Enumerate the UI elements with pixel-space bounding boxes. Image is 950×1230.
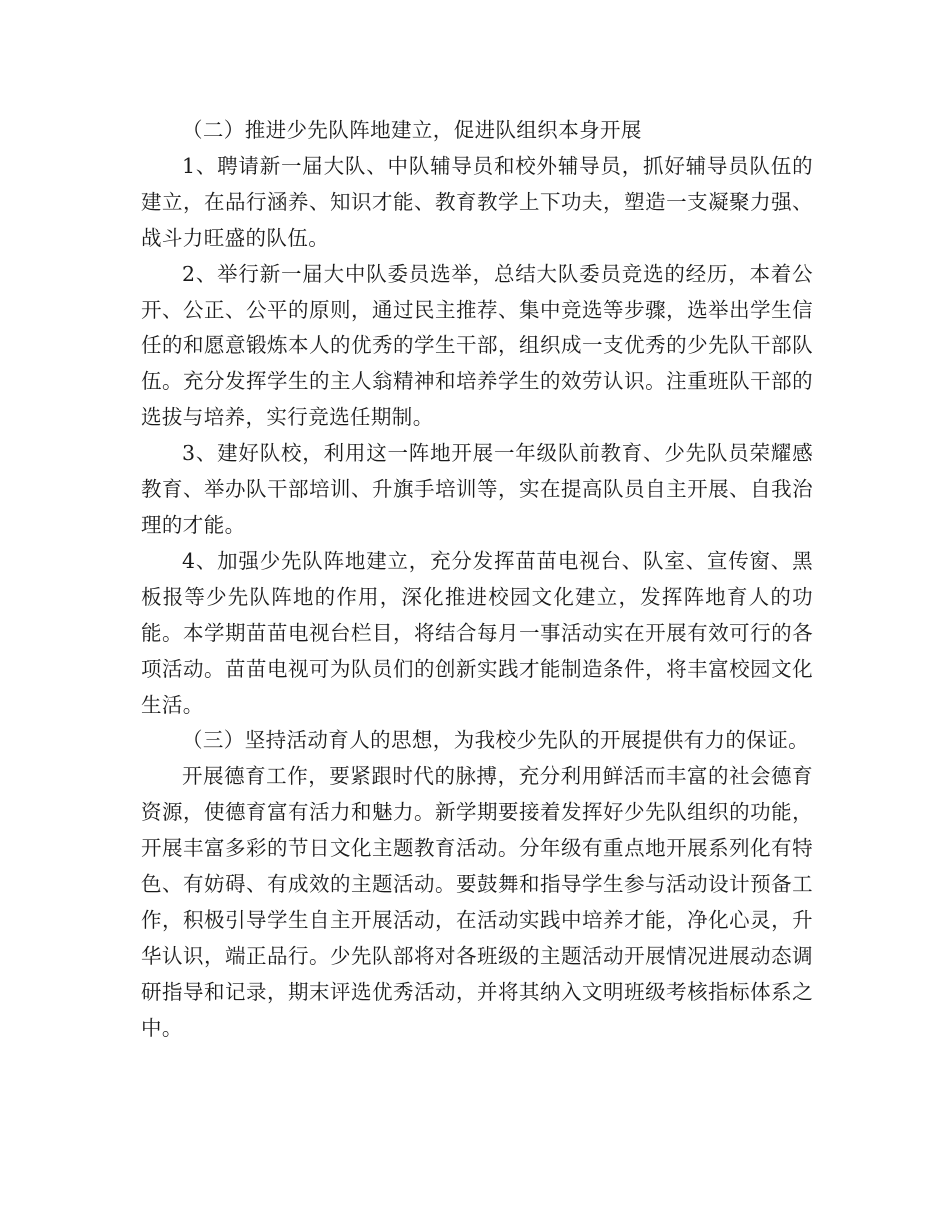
section-heading-two: （二）推进少先队阵地建立，促进队组织本身开展 (182, 118, 642, 142)
paragraph-item-1: 1、聘请新一届大队、中队辅导员和校外辅导员，抓好辅导员队伍的建立，在品行涵养、知识才能、教育教学上下功夫，塑造一支凝聚力强、战斗力旺盛的队伍。 (141, 153, 813, 250)
section-heading-three: （三）坚持活动育人的思想，为我校少先队的开展提供有力的保证。 (182, 728, 809, 753)
paragraph-item-2: 2、举行新一届大中队委员选举，总结大队委员竞选的经历，本着公开、公正、公平的原则，通过民主推荐、集中竞选等步骤，选举出学生信任的和愿意锻炼本人的优秀的学生干部，组织成一支优秀的少先队干部队伍。充分发挥学生的主人翁精神和培养学生的效劳认识。注重班队干部的选拔与培养，实行竞选任期制。 (141, 261, 813, 430)
paragraph-item-4: 4、加强少先队阵地建立，充分发挥苗苗电视台、队室、宣传窗、黑板报等少先队阵地的作用，深化推进校园文化建立，发挥阵地育人的功能。本学期苗苗电视台栏目，将结合每月一事活动实在开展有效可行的各项活动。苗苗电视可为队员们的创新实践才能制造条件，将丰富校园文化生活。 (141, 548, 813, 717)
paragraph-item-3: 3、建好队校，利用这一阵地开展一年级队前教育、少先队员荣耀感教育、举办队干部培训、升旗手培训等，实在提高队员自主开展、自我治理的才能。 (141, 441, 813, 537)
paragraph-moral-education: 开展德育工作，要紧跟时代的脉搏，充分利用鲜活而丰富的社会德育资源，使德育富有活力和魅力。新学期要接着发挥好少先队组织的功能，开展丰富多彩的节日文化主题教育活动。分年级有重点地开展系列化有特色、有妨碍、有成效的主题活动。要鼓舞和指导学生参与活动设计预备工作，积极引导学生自主开展活动，在活动实践中培养才能，净化心灵，升华认识，端正品行。少先队部将对各班级的主题活动开展情况进展动态调研指导和记录，期末评选优秀活动，并将其纳入文明班级考核指标体系之中。 (141, 764, 813, 1040)
document-body (141, 113, 813, 1047)
